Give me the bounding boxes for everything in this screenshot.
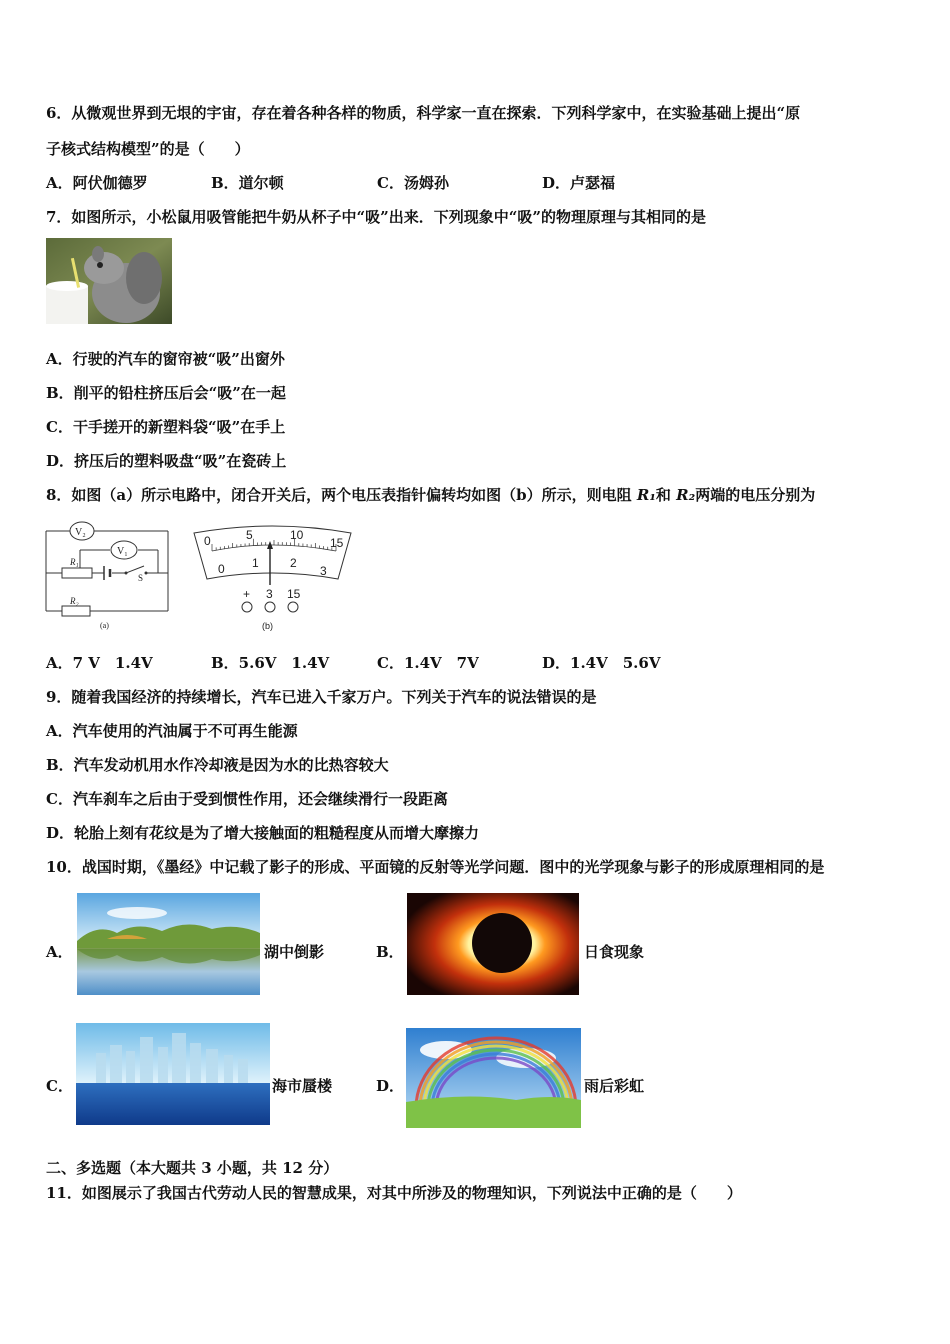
q6-stem-line1: 6．从微观世界到无垠的宇宙，存在着各种各样的物质，科学家一直在探索．下列科学家中，在实验基础上提出“原 <box>46 104 801 122</box>
circuit-r2-label: R₂ <box>70 596 79 606</box>
lake-reflection-photo <box>77 893 260 995</box>
q10-stem: 10．战国时期，《墨经》中记载了影子的形成、平面镜的反射等光学问题．图中的光学现象与影子的形成原理相同的是 <box>46 858 825 876</box>
q9-option-d: D．轮胎上刻有花纹是为了增大接触面的粗糙程度从而增大摩擦力 <box>46 824 480 842</box>
q6-option-c: C．汤姆孙 <box>377 174 449 192</box>
solar-eclipse-photo <box>407 893 579 995</box>
meter-terminal-3: 3 <box>266 587 273 601</box>
q8-r1: R₁ <box>636 486 656 504</box>
q7-stem: 7．如图所示，小松鼠用吸管能把牛奶从杯子中“吸”出来．下列现象中“吸”的物理原理与其相同的是 <box>46 208 706 226</box>
meter-top-5: 5 <box>246 528 253 542</box>
q7-option-b: B．削平的铅柱挤压后会“吸”在一起 <box>46 384 286 402</box>
q8-option-c: C．1.4V 7V <box>377 654 479 672</box>
q6-stem-line2: 子核式结构模型”的是（ ） <box>46 140 250 158</box>
q8-stem <box>46 485 815 505</box>
mirage-photo <box>76 1023 270 1125</box>
meter-top-15: 15 <box>330 536 344 550</box>
q11-stem: 11．如图展示了我国古代劳动人民的智慧成果，对其中所涉及的物理知识，下列说法中正确的是（ ） <box>46 1184 742 1202</box>
q9-option-b: B．汽车发动机用水作冷却液是因为水的比热容较大 <box>46 756 389 774</box>
circuit-v2-label: V₂ <box>75 527 86 538</box>
q10-option-c-caption: 海市蜃楼 <box>272 1077 333 1095</box>
meter-bottom-1: 1 <box>252 556 259 570</box>
q8-stem-mid: 和 <box>655 486 677 504</box>
meter-top-0: 0 <box>204 534 211 548</box>
q9-option-c: C．汽车刹车之后由于受到惯性作用，还会继续滑行一段距离 <box>46 790 448 808</box>
q10-option-a-letter: A． <box>46 943 73 961</box>
meter-caption: (b) <box>262 621 273 631</box>
q8-stem-pre: 8．如图（a）所示电路中，闭合开关后，两个电压表指针偏转均如图（b）所示，则电阻 <box>46 486 637 504</box>
q7-option-d: D．挤压后的塑料吸盘“吸”在瓷砖上 <box>46 452 287 470</box>
q7-option-a: A．行驶的汽车的窗帘被“吸”出窗外 <box>46 350 285 368</box>
q10-option-b-caption: 日食现象 <box>584 943 645 961</box>
q10-option-b-letter: B． <box>376 943 404 961</box>
squirrel-milk-photo <box>46 238 172 324</box>
q7-option-c: C．干手搓开的新塑料袋“吸”在手上 <box>46 418 286 436</box>
meter-bottom-0: 0 <box>218 562 225 576</box>
q9-stem: 9．随着我国经济的持续增长，汽车已进入千家万户。下列关于汽车的说法错误的是 <box>46 688 597 706</box>
meter-top-10: 10 <box>290 528 304 542</box>
circuit-r1-label: R₁ <box>70 557 79 567</box>
meter-bottom-2: 2 <box>290 556 297 570</box>
q8-r2: R₂ <box>676 486 696 504</box>
circuit-switch-label: S <box>138 573 144 583</box>
rainbow-photo <box>406 1028 581 1128</box>
q8-stem-post: 两端的电压分别为 <box>695 486 816 504</box>
circuit-caption: (a) <box>100 621 109 630</box>
q10-option-c-letter: C． <box>46 1077 73 1095</box>
q6-option-d: D．卢瑟福 <box>542 174 616 192</box>
circuit-v1-label: V₁ <box>117 546 128 557</box>
q8-option-b: B．5.6V 1.4V <box>211 654 330 672</box>
meter-terminal-plus: + <box>243 587 251 601</box>
q8-option-d: D．1.4V 5.6V <box>542 654 661 672</box>
meter-terminal-15: 15 <box>287 587 301 601</box>
q9-option-a: A．汽车使用的汽油属于不可再生能源 <box>46 722 298 740</box>
section-2-heading: 二、多选题（本大题共 3 小题，共 12 分） <box>46 1159 339 1177</box>
meter-bottom-3: 3 <box>320 564 327 578</box>
q10-option-a-caption: 湖中倒影 <box>264 943 325 961</box>
voltmeter-diagram <box>190 523 355 633</box>
q10-option-d-caption: 雨后彩虹 <box>584 1077 645 1095</box>
q6-option-a: A．阿伏伽德罗 <box>46 174 148 192</box>
q8-option-a: A．7 V 1.4V <box>46 654 153 672</box>
q10-option-d-letter: D． <box>376 1077 405 1095</box>
circuit-diagram <box>40 518 175 630</box>
q6-option-b: B．道尔顿 <box>211 174 284 192</box>
